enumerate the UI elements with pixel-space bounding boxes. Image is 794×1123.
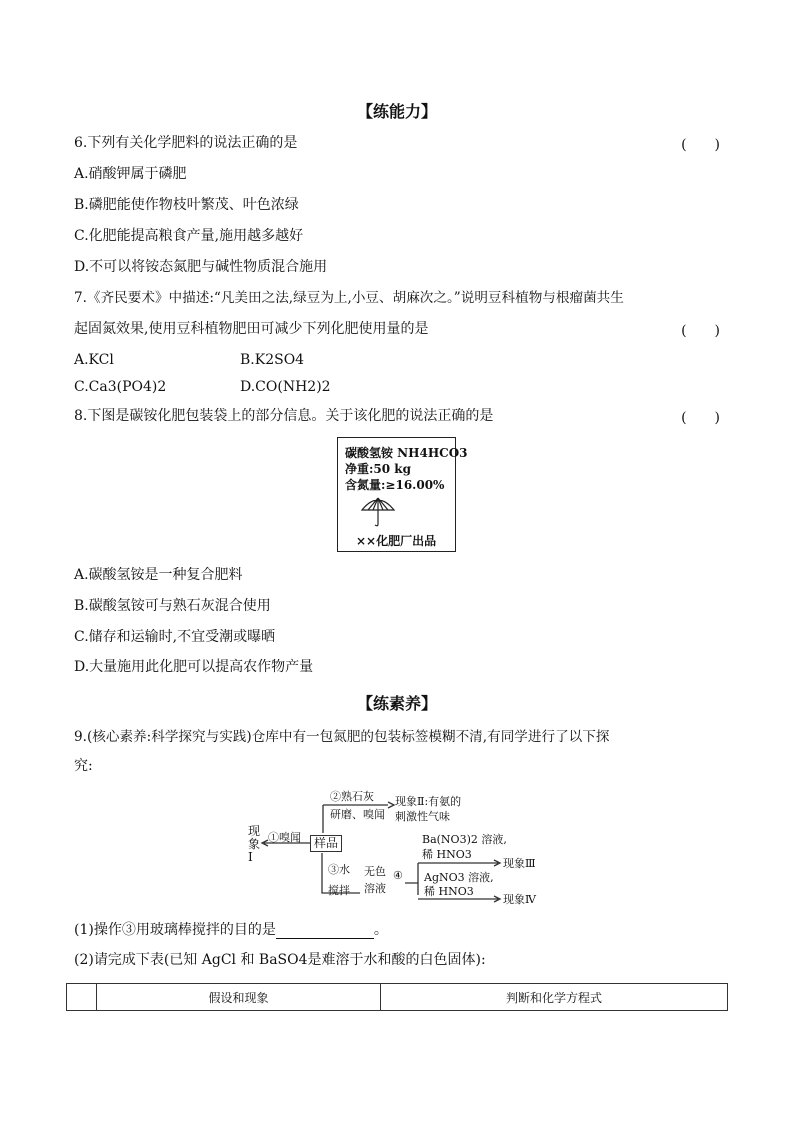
- q9-sub-1: [74, 921, 388, 939]
- q8-option-d: D.大量施用此化肥可以提高农作物产量: [74, 659, 314, 675]
- q6-stem: 6.下列有关化学肥料的说法正确的是: [74, 135, 298, 151]
- reagent-2a: AgNO3 溶液,: [424, 871, 494, 884]
- answer-paren: ( ): [681, 410, 720, 426]
- phenomenon-2a: 现象Ⅱ:有氨的: [395, 795, 462, 808]
- section-title: 【练能力】: [356, 102, 437, 121]
- q8-option-b: B.碳酸氢铵可与熟石灰混合使用: [74, 598, 271, 614]
- phenomenon-1: 现象Ⅰ: [248, 824, 261, 864]
- q6-option-d: D.不可以将铵态氮肥与碱性物质混合施用: [74, 259, 328, 275]
- q6-option-c: C.化肥能提高粮食产量,施用越多越好: [74, 228, 304, 244]
- solution-a: 无色: [364, 865, 386, 878]
- q7-option-c: C.Ca3(PO4)2: [74, 379, 167, 395]
- step-3b: 搅拌: [328, 884, 350, 897]
- fertilizer-label: [337, 437, 468, 552]
- step-2a: ②熟石灰: [330, 790, 374, 803]
- answer-paren: ( ): [681, 137, 720, 153]
- q7-option-d: D.CO(NH2)2: [240, 379, 331, 395]
- q7-option-a: A.KCl: [74, 352, 114, 368]
- q7-stem-1: 7.《齐民要术》中描述:“凡美田之法,绿豆为上,小豆、胡麻次之。”说明豆科植物与根瘤菌共生: [74, 290, 624, 306]
- umbrella-icon: [360, 494, 396, 528]
- q6-option-b: B.磷肥能使作物枝叶繁茂、叶色浓绿: [74, 197, 299, 213]
- phenomenon-4: 现象Ⅳ: [503, 893, 536, 906]
- phenomenon-2b: 刺激性气味: [395, 810, 450, 823]
- label-name: 碳酸氢铵 NH4HCO3: [345, 446, 468, 460]
- reagent-2b: 稀 HNO3: [424, 885, 474, 898]
- flowchart: [240, 785, 550, 905]
- section-title: 【练素养】: [356, 694, 437, 713]
- sub1-end: 。: [373, 922, 388, 938]
- table-header: 假设和现象: [97, 984, 381, 1011]
- table-header: 判断和化学方程式: [381, 984, 728, 1011]
- q7-stem-2: 起固氮效果,使用豆科植物肥田可减少下列化肥使用量的是: [74, 321, 429, 337]
- sample-box: 样品: [310, 835, 342, 852]
- reagent-1b: 稀 HNO3: [422, 848, 472, 861]
- q8-option-c: C.储存和运输时,不宜受潮或曝晒: [74, 629, 276, 645]
- q9-stem-1: 9.(核心素养:科学探究与实践)仓库中有一包氮肥的包装标签模糊不清,有同学进行了以下探: [74, 729, 610, 745]
- step-3a: ③水: [328, 863, 350, 876]
- table-header: [67, 984, 97, 1011]
- q6-option-a: A.硝酸钾属于磷肥: [74, 166, 187, 182]
- q9-stem-2: 究:: [74, 758, 93, 774]
- sub1-text: (1)操作③用玻璃棒搅拌的目的是: [74, 922, 276, 938]
- answer-table: [66, 983, 728, 1011]
- q7-option-b: B.K2SO4: [240, 352, 305, 368]
- step-1: ①嗅闻: [268, 831, 301, 844]
- q9-sub-2: (2)请完成下表(已知 AgCl 和 BaSO4是难溶于水和酸的白色固体):: [74, 952, 486, 968]
- answer-blank[interactable]: [276, 924, 374, 939]
- label-nitrogen: 含氮量:≥16.00%: [345, 478, 445, 492]
- label-maker: ××化肥厂出品: [356, 534, 437, 548]
- q8-option-a: A.碳酸氢铵是一种复合肥料: [74, 567, 243, 583]
- label-weight: 净重:50 kg: [345, 462, 412, 476]
- reagent-1a: Ba(NO3)2 溶液,: [422, 833, 507, 846]
- step-4: ④: [393, 869, 403, 882]
- q8-stem: 8.下图是碳铵化肥包装袋上的部分信息。关于该化肥的说法正确的是: [74, 408, 494, 424]
- step-2b: 研磨、嗅闻: [330, 808, 385, 821]
- solution-b: 溶液: [364, 882, 386, 895]
- answer-paren: ( ): [681, 323, 720, 339]
- phenomenon-3: 现象Ⅲ: [503, 857, 536, 870]
